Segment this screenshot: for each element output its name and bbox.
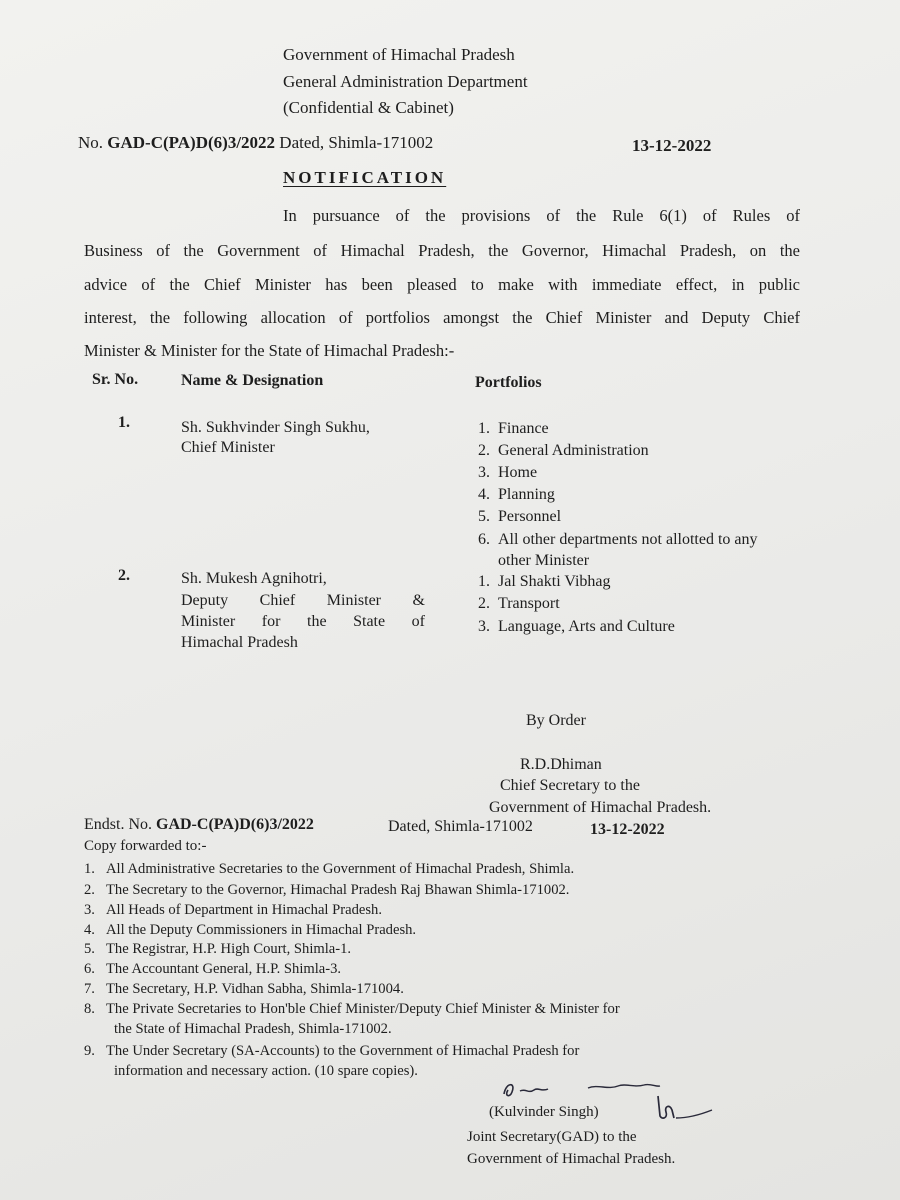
initials-signature (650, 1090, 720, 1126)
copy-forwarded-label: Copy forwarded to:- (84, 838, 207, 854)
row-2-sr: 2. (118, 567, 130, 584)
portfolio-item: 1. Finance (478, 420, 549, 437)
portfolio-item: 4. Planning (478, 486, 555, 503)
row-2-designation-1: Deputy Chief Minister & (181, 592, 425, 609)
col-header-sr: Sr. No. (92, 371, 139, 388)
row-1-name: Sh. Sukhvinder Singh Sukhu, (181, 419, 370, 436)
signatory-name: R.D.Dhiman (520, 756, 602, 773)
endst-prefix: Endst. No. (84, 816, 152, 833)
row-2-name: Sh. Mukesh Agnihotri, (181, 570, 327, 587)
portfolio-item: 2. Transport (478, 595, 560, 612)
copy-list-item: 1. All Administrative Secretaries to the Government of Himachal Pradesh, Shimla. (84, 861, 575, 877)
col-header-portfolios: Portfolios (475, 374, 542, 391)
row-1-designation: Chief Minister (181, 439, 275, 456)
portfolio-item: 2. General Administration (478, 442, 649, 459)
header-line-2: General Administration Department (283, 72, 528, 91)
ref-number: GAD-C(PA)D(6)3/2022 (107, 133, 276, 152)
copy-list-item: 2. The Secretary to the Governor, Himachal Pradesh Raj Bhawan Shimla-171002. (84, 882, 570, 898)
ref-dated: Dated, Shimla-171002 (279, 133, 434, 152)
portfolio-item-continued: other Minister (498, 552, 590, 569)
closing-designation-1: Joint Secretary(GAD) to the (467, 1129, 637, 1145)
signatory-designation-2: Government of Himachal Pradesh. (489, 799, 712, 816)
body-line-3: advice of the Chief Minister has been pleased to make with immediate effect, in public (84, 275, 800, 294)
copy-list-item-continued: information and necessary action. (10 spare copies). (114, 1063, 418, 1079)
body-line-4: interest, the following allocation of portfolios amongst the Chief Minister and Deputy Chief (84, 308, 800, 327)
notification-title: NOTIFICATION (283, 168, 447, 187)
copy-list-item: 9. The Under Secretary (SA-Accounts) to the Government of Himachal Pradesh for (84, 1043, 580, 1059)
copy-list-item: 7. The Secretary, H.P. Vidhan Sabha, Shimla-171004. (84, 981, 404, 997)
endst-dated: Dated, Shimla-171002 (388, 818, 533, 835)
endst-number: GAD-C(PA)D(6)3/2022 (156, 816, 314, 833)
body-line-5: Minister & Minister for the State of Himachal Pradesh:- (84, 341, 455, 360)
copy-list-item-continued: the State of Himachal Pradesh, Shimla-171002. (114, 1021, 392, 1037)
col-header-name: Name & Designation (181, 372, 324, 389)
portfolio-item: 1. Jal Shakti Vibhag (478, 573, 611, 590)
row-2-designation-3: Himachal Pradesh (181, 634, 298, 651)
copy-list-item: 4. All the Deputy Commissioners in Himachal Pradesh. (84, 922, 417, 938)
endst-date: 13-12-2022 (590, 821, 665, 838)
closing-name: (Kulvinder Singh) (489, 1104, 599, 1120)
by-order: By Order (526, 712, 586, 729)
reference-line (78, 133, 433, 153)
copy-list-item: 8. The Private Secretaries to Hon'ble Chief Minister/Deputy Chief Minister & Minister for (84, 1001, 620, 1017)
portfolio-item: 5. Personnel (478, 508, 562, 525)
endorsement-line (84, 816, 314, 834)
body-line-1: In pursuance of the provisions of the Rule 6(1) of Rules of (283, 206, 800, 225)
copy-list-item: 5. The Registrar, H.P. High Court, Shimla-1. (84, 941, 352, 957)
header-line-3: (Confidential & Cabinet) (283, 98, 454, 117)
ref-date: 13-12-2022 (632, 136, 712, 155)
copy-list-item: 6. The Accountant General, H.P. Shimla-3. (84, 961, 342, 977)
copy-list-item: 3. All Heads of Department in Himachal Pradesh. (84, 902, 382, 918)
row-1-sr: 1. (118, 414, 130, 431)
portfolio-item: 3. Language, Arts and Culture (478, 618, 675, 635)
portfolio-item: 6. All other departments not allotted to any (478, 531, 758, 548)
ref-prefix: No. (78, 133, 104, 152)
body-line-2: Business of the Government of Himachal Pradesh, the Governor, Himachal Pradesh, on the (84, 241, 800, 260)
header-line-1: Government of Himachal Pradesh (283, 45, 515, 64)
row-2-designation-2: Minister for the State of (181, 613, 425, 630)
signatory-designation-1: Chief Secretary to the (500, 777, 640, 794)
closing-designation-2: Government of Himachal Pradesh. (467, 1151, 676, 1167)
portfolio-item: 3. Home (478, 464, 538, 481)
